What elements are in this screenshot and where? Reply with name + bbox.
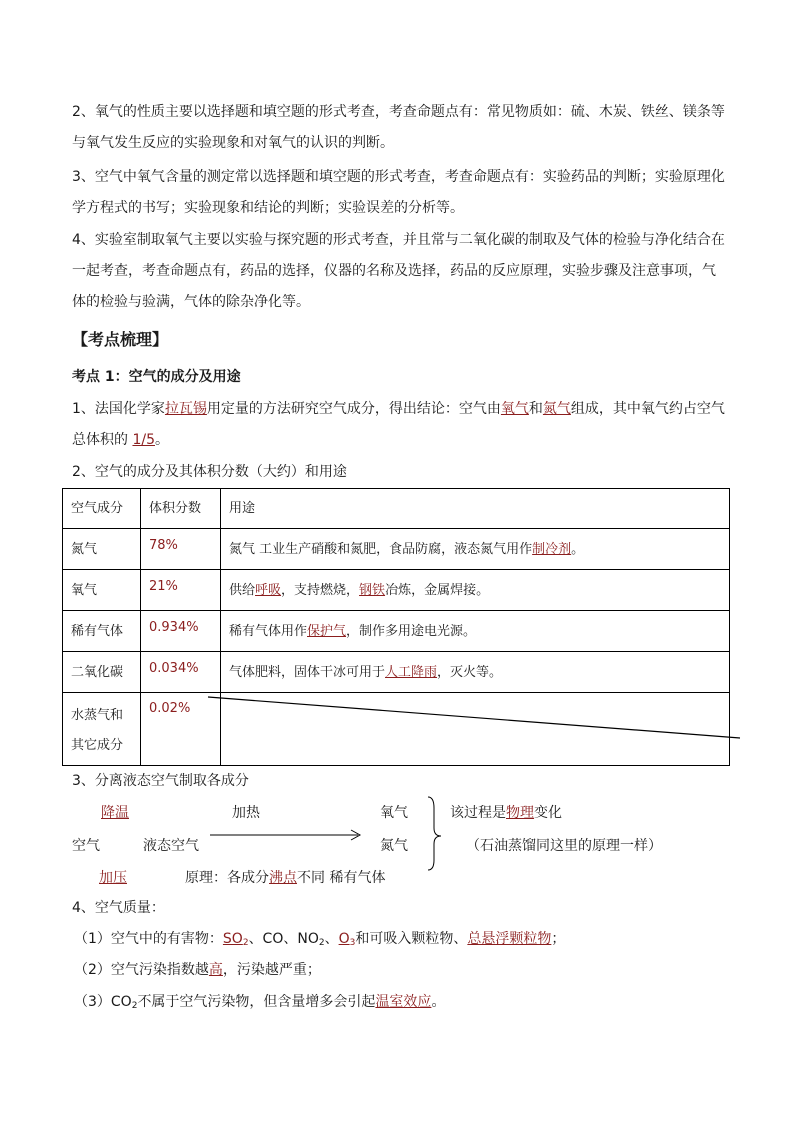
text-line: 一起考查，考查命题点有，药品的选择，仪器的名称及选择，药品的反应原理，实验步骤及注意事项，气 bbox=[72, 263, 716, 279]
text-line: 4、实验室制取氧气主要以实验与探究题的形式考查，并且常与二氧化碳的制取及气体的检验与净化结合在 bbox=[72, 232, 725, 248]
header-cell: 用途 bbox=[221, 489, 730, 529]
cell-name: 氧气 bbox=[63, 570, 141, 611]
item-4-line2: （2）空气污染指数越高，污染越严重； bbox=[74, 962, 321, 978]
label-principle: 原理：各成分沸点不同 稀有气体 bbox=[185, 870, 386, 886]
text-line: 3、空气中氧气含量的测定常以选择题和填空题的形式考查，考查命题点有：实验药品的判断；实验原理化 bbox=[72, 169, 725, 185]
cell-name: 稀有气体 bbox=[63, 611, 141, 652]
cell-name: 水蒸气和 其它成分 bbox=[63, 693, 141, 766]
cell-pct: 0.934% bbox=[141, 611, 221, 652]
item-4-line3: $(3)CO_2$不属于空气污染物，但含量增多会引起温室效应。 bbox=[74, 994, 446, 1011]
label-heating: 加热 bbox=[232, 805, 260, 821]
item-3-title: 3、分离液态空气制取各成分 bbox=[72, 773, 249, 789]
item-2-title: 2、空气的成分及其体积分数（大约）和用途 bbox=[72, 464, 347, 480]
header-cell: 体积分数 bbox=[141, 489, 221, 529]
item-4-title: 4、空气质量： bbox=[72, 900, 165, 916]
text-line: 体的检验与验满，气体的除杂净化等。 bbox=[72, 294, 310, 310]
label-oxygen: 氧气 bbox=[380, 805, 408, 821]
cell-use: 供给呼吸，支持燃烧，钢铁冶炼，金属焊接。 bbox=[221, 570, 730, 611]
cell-pct: 0.034% bbox=[141, 652, 221, 693]
cell-pct: 21% bbox=[141, 570, 221, 611]
section-heading: 【考点梳理】 bbox=[72, 330, 169, 349]
label-note: （石油蒸馏同这里的原理一样） bbox=[466, 838, 662, 854]
cell-use: 氮气 工业生产硝酸和氮肥，食品防腐，液态氮气用作制冷剂。 bbox=[221, 529, 730, 570]
cell-use: 稀有气体用作保护气，制作多用途电光源。 bbox=[221, 611, 730, 652]
text-line: 学方程式的书写；实验现象和结论的判断；实验误差的分析等。 bbox=[72, 200, 464, 216]
item-1-line2: 总体积的 1/5。 bbox=[72, 432, 169, 448]
kaodian-title: 考点 1：空气的成分及用途 bbox=[72, 369, 241, 385]
cell-name: 氮气 bbox=[63, 529, 141, 570]
cell-pct: 78% bbox=[141, 529, 221, 570]
cell-name: 二氧化碳 bbox=[63, 652, 141, 693]
cell-use: 气体肥料，固体干冰可用于人工降雨，灭火等。 bbox=[221, 652, 730, 693]
item-1-line1: 1、法国化学家拉瓦锡用定量的方法研究空气成分，得出结论：空气由氧气和氮气组成，其中氧气约占空气 bbox=[72, 401, 725, 417]
cell-pct: 0.02% bbox=[141, 693, 221, 766]
label-liquid-air: 液态空气 bbox=[143, 838, 199, 854]
text-line: 与氧气发生反应的实验现象和对氧气的认识的判断。 bbox=[72, 135, 394, 151]
item-4-line1: （1）空气中的有害物：$SO_2$、CO、$NO_2$、$O_3$和可吸入颗粒物、总悬浮颗粒物； bbox=[74, 931, 566, 948]
header-cell: 空气成分 bbox=[63, 489, 141, 529]
label-nitrogen: 氮气 bbox=[380, 838, 408, 854]
label-pressurize: 加压 bbox=[99, 870, 127, 886]
label-air: 空气 bbox=[72, 838, 100, 854]
text-line: 2、氧气的性质主要以选择题和填空题的形式考查，考查命题点有：常见物质如：硫、木炭、铁丝、镁条等 bbox=[72, 104, 725, 120]
label-process: 该过程是物理变化 bbox=[450, 805, 562, 821]
label-cooling: 降温 bbox=[101, 805, 129, 821]
